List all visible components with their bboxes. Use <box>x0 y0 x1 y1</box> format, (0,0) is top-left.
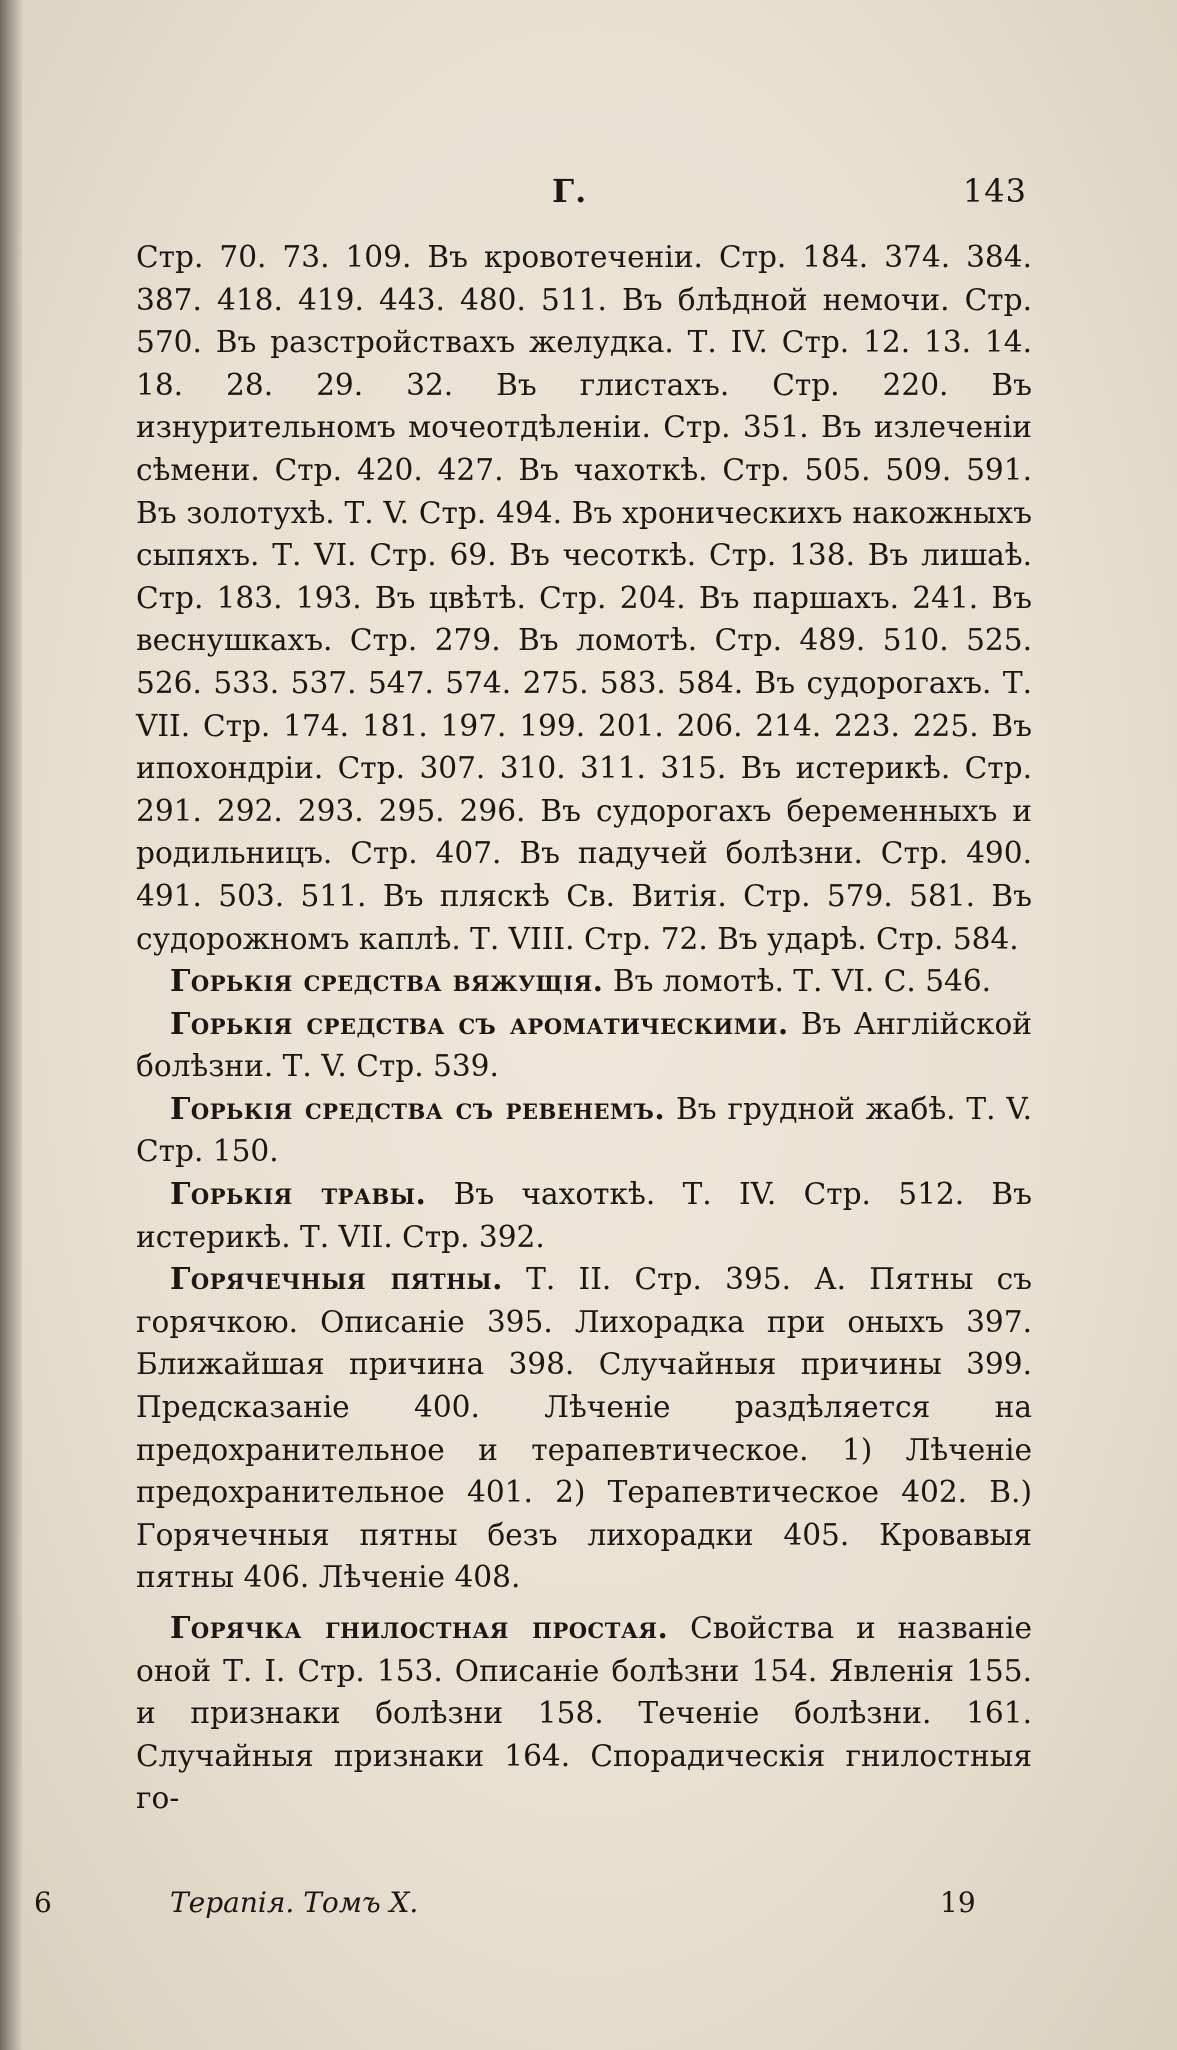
page-footer <box>0 1886 1177 1926</box>
sheet-number: 19 <box>940 1886 976 1919</box>
book-spine-shadow <box>0 0 22 2050</box>
entry-headword: Горячечныя пятны. <box>170 1261 503 1297</box>
signature-mark: 6 <box>34 1886 52 1919</box>
entry-text: Т. II. Стр. 395. А. Пятны съ горячкою. Описаніе 395. Лихорадка при оныхъ 397. Ближайшая причина 398. Случайныя причины 399. Предсказаніе 400. Лѣченіе раздѣляется на предохранительное и терапевтическое. 1) Лѣченіе предохранительное 401. 2) Терапевтическое 402. В.) Горячечныя пятны безъ лихорадки 405. Кровавыя пятны 406. Лѣченіе 408. <box>136 1262 1032 1595</box>
running-title: Терапія. Томъ X. <box>170 1886 419 1919</box>
index-entry <box>136 1173 1032 1258</box>
entry-text: Въ Англійской болѣзни. Т. V. Стр. 539. <box>136 1006 1032 1084</box>
index-entry <box>136 1003 1032 1088</box>
entry-headword: Горькія средства съ ревенемъ. <box>170 1090 666 1126</box>
entry-text: Въ грудной жабѣ. Т. V. Стр. 150. <box>136 1091 1032 1169</box>
entry-text: Въ чахоткѣ. Т. IV. Стр. 512. Въ истерикѣ. Т. VII. Стр. 392. <box>136 1177 1032 1254</box>
index-entry <box>136 960 1032 1003</box>
entry-headword: Горькія травы. <box>170 1176 427 1212</box>
entry-headword: Горькія средства вяжущія. <box>170 963 604 999</box>
page-number: 143 <box>962 172 1027 210</box>
entry-text: Въ ломотѣ. Т. VI. С. 546. <box>603 964 992 999</box>
section-letter: Г. <box>552 172 588 210</box>
entry-text: Стр. 70. 73. 109. Въ кровотеченіи. Стр. 184. 374. 384. 387. 418. 419. 443. 480. 511. Въ блѣдной немочи. Стр. 570. Въ разстройствахъ желудка. Т. IV. Стр. 12. 13. 14. 18. 28. 29. 32. Въ глистахъ. Стр. 220. Въ изнурительномъ мочеотдѣленіи. Стр. 351. Въ излеченіи сѣмени. Стр. 420. 427. Въ чахоткѣ. Стр. 505. 509. 591. Въ золотухѣ. Т. V. Стр. 494. Въ хроническихъ накожныхъ сыпяхъ. Т. VI. Стр. 69. Въ чесоткѣ. Стр. 138. Въ лишаѣ. Стр. 183. 193. Въ цвѣтѣ. Стр. 204. Въ паршахъ. 241. Въ веснушкахъ. Стр. 279. Въ ломотѣ. Стр. 489. 510. 525. 526. 533. 537. 547. 574. 275. 583. 584. Въ судорогахъ. Т. VII. Стр. 174. 181. 197. 199. 201. 206. 214. 223. 225. Въ ипохондріи. Стр. 307. 310. 311. 315. Въ истерикѣ. Стр. 291. 292. 293. 295. 296. Въ судорогахъ беременныхъ и родильницъ. Стр. 407. Въ падучей болѣзни. Стр. 490. 491. 503. 511. Въ пляскѣ Св. Витія. Стр. 579. 581. Въ судорожномъ каплѣ. Т. VIII. Стр. 72. Въ ударѣ. Стр. 584. <box>136 240 1032 956</box>
page-header <box>140 172 1027 212</box>
entry-headword: Горькія средства съ ароматическими. <box>170 1005 789 1041</box>
index-entry <box>136 1088 1032 1173</box>
index-entry <box>136 1607 1032 1820</box>
entry-text: Свойства и названіе оной Т. I. Стр. 153. Описаніе болѣзни 154. Явленія 155. и признаки болѣзни 158. Теченіе болѣзни. 161. Случайныя признаки 164. Спорадическія гнилостныя го- <box>136 1611 1032 1816</box>
entry-headword: Горячка гнилостная простая. <box>170 1610 669 1645</box>
index-entry-continuation <box>136 236 1032 960</box>
index-body <box>136 236 1032 1820</box>
index-entry <box>136 1258 1032 1599</box>
